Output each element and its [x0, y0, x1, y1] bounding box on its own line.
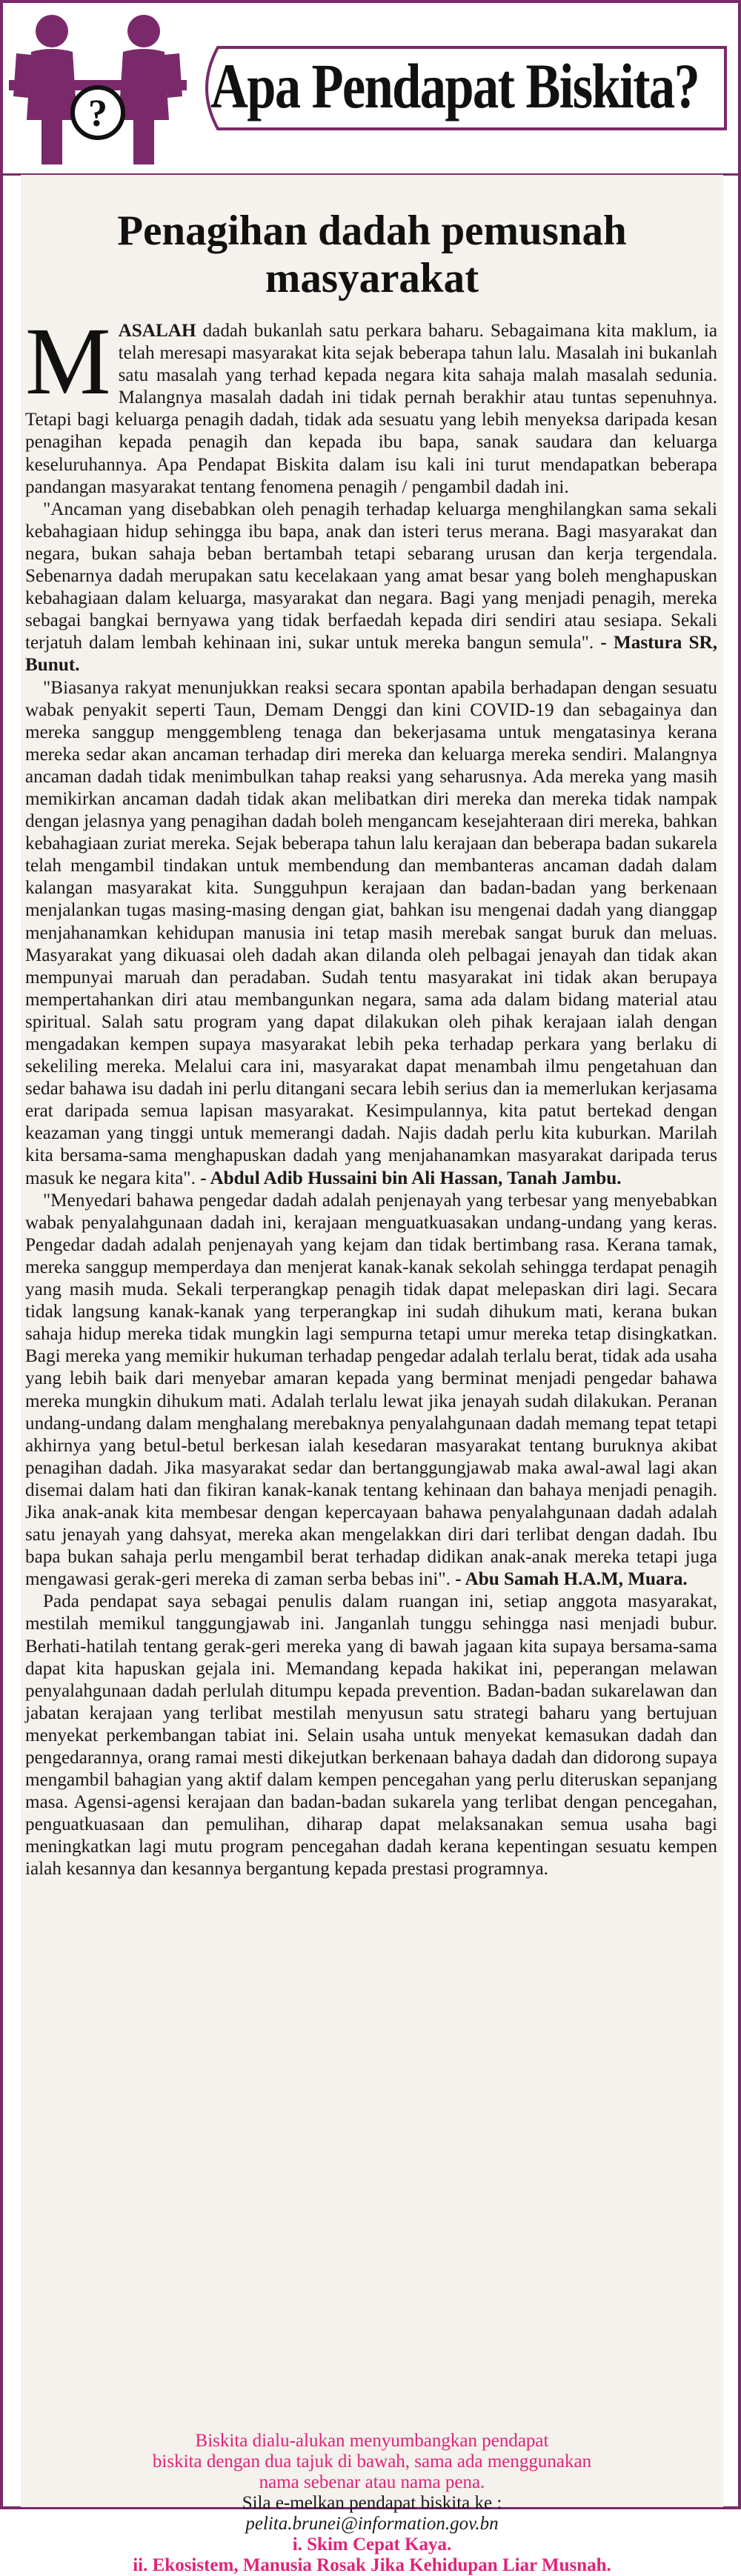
paragraph-1 [25, 308, 717, 499]
paragraph-text: "Ancaman yang disebabkan oleh penagih terhadap keluarga menghilangkan sama sekali kebahagiaan hidup sehingga ibu bapa, anak dan isteri terus merana. Bagi masyarakat dan negara, bukan sahaja beban bertambah tetapi sebarang urusan dan kerja tergendala. Sebenarnya dadah merupakan satu kecelakaan yang amat besar yang boleh menghapuskan kebahagiaan dalam keluarga, masyarakat dan negara. Bagi yang menjadi penagih, mereka sebagai bangkai bernyawa yang tidak berfaedah kepada diri sendiri atau sesiapa. Sekali terjatuh dalam lembah kehinaan ini, sukar untuk mereka bangun semula". [25, 499, 717, 653]
section-title: Apa Pendapat Biskita? [210, 50, 700, 122]
paragraph-3 [25, 677, 717, 1190]
invite-line: nama sebenar atau nama pena. [259, 2472, 485, 2492]
paragraph-2 [25, 499, 717, 677]
invite-line: Biskita dialu-alukan menyumbangkan pendapat [195, 2431, 549, 2451]
people-discussion-icon [9, 9, 187, 168]
footer [21, 2431, 723, 2576]
paragraph-text: dadah bukanlah satu perkara baharu. Sebagaimana kita maklum, ia telah meresapi masyarakat kita sejak beberapa tahun lalu. Masalah ini bukanlah satu masalah yang terhad kepada negara kita sahaja malah masalah sedunia. Malangnya masalah dadah ini tidak pernah berakhir atau tuntas sepenuhnya. Tetapi bagi keluarga penagih dadah, tidak ada sesuatu yang lebih menyeksa daripada kesan penagihan kepada penagih dan kepada ibu bapa, sanak saudara dan keluarga keseluruhannya. Apa Pendapat Biskita dalam isu kali ini turut mendapatkan beberapa pandangan masyarakat tentang fenomena penagih / pengambil dadah ini. [25, 321, 717, 497]
article-title: Penagihan dadah pemusnah masyarakat [117, 207, 627, 302]
topic-2: ii. Ekosistem, Manusia Rosak Jika Kehidupan Liar Musnah. [133, 2555, 611, 2575]
signature: - Mastura SR, Bunut. [25, 633, 717, 676]
signature: - Abdul Adib Hussaini bin Ali Hassan, Tanah Jambu. [200, 1168, 622, 1188]
paragraph-text: Pada pendapat saya sebagai penulis dalam ruangan ini, setiap anggota masyarakat, mestilah memikul tanggungjawab ini. Janganlah tunggu sehingga nasi menjadi bubur. Berhati-hatilah tentang gerak-geri mereka yang di bawah jagaan kita supaya bersama-sama dapat kita hapuskan gejala ini. Memandang kepada hakikat ini, peperangan melawan penyalahgunaan dadah perlulah ditumpu kepada prevention. Badan-badan sukarelawan dan jabatan kerajaan yang terlibat mestilah menyusun satu strategi baharu yang bertujuan menyekat perkembangan tabiat ini. Selain usaha untuk menyekat kemasukan dadah dan pengedarannya, orang ramai mesti dikejutkan berkenaan bahaya dadah dan didorong supaya mengambil bahagian yang aktif dalam kempen pencegahan yang perlu diteruskan sepanjang masa. Agensi-agensi kerajaan dan badan-badan sukarela yang terlibat dengan pencegahan, penguatkuasaan dan pemulihan, diharap dapat melaksanakan semua usaha bagi meningkatkan lagi mutu program pencegahan dadah kerana kepentingan sesuatu kempen ialah kesannya dan kesannya bergantung kepada prestasi programnya. [25, 1591, 717, 1880]
invite-line: biskita dengan dua tajuk di bawah, sama ada menggunakan [152, 2452, 592, 2472]
article-content [25, 308, 717, 1881]
header [3, 3, 738, 176]
email-address[interactable]: pelita.brunei@information.gov.bn [245, 2514, 499, 2534]
article-body [21, 175, 723, 2575]
topic-1: i. Skim Cepat Kaya. [292, 2535, 452, 2555]
email-intro: Sila e-melkan pendapat biskita ke : [242, 2493, 502, 2513]
lead-word: ASALAH [118, 321, 196, 341]
question-mark-icon: ? [88, 93, 107, 135]
paragraph-4 [25, 1190, 717, 1591]
signature: - Abu Samah H.A.M, Muara. [455, 1569, 688, 1590]
dropcap: M [25, 308, 111, 415]
paragraph-text: "Biasanya rakyat menunjukkan reaksi secara spontan apabila berhadapan dengan sesuatu wabak penyakit seperti Taun, Demam Denggi dan kini COVID-19 dan sebagainya dan mereka sanggup menggembleng tenaga dan bekerjasama untuk mengatasinya kerana mereka sedar akan ancaman terhadap diri mereka dan keluarga mereka sendiri. Malangnya ancaman dadah tidak menimbulkan tahap reaksi yang seharusnya. Ada mereka yang masih memikirkan ancaman dadah tidak akan melibatkan diri mereka dan mereka tidak nampak dengan jelasnya yang penagihan dadah boleh mengancam kesejahteraan diri mereka, bahkan kebahagiaan zuriat mereka. Sejak beberapa tahun lalu kerajaan dan beberapa badan sukarela telah mengambil tindakan untuk membendung dan membanteras ancaman dadah dalam kalangan masyarakat kita. Sungguhpun kerajaan dan badan-badan yang berkenaan menjalankan tugas masing-masing dengan giat, bahkan isu mengenai dadah yang dianggap menjahanamkan kehidupan manusia ini tetap masih merebak sangat buruk dan meluas. Masyarakat yang dikuasai oleh dadah akan dilanda oleh pelbagai jenayah dan tidak akan mempunyai maruah dan peradaban. Sudah tentu masyarakat ini tidak akan berupaya mempertahankan diri atau membangunkan negara, sama ada dalam bidang material atau spiritual. Salah satu program yang dapat dilakukan oleh pihak kerajaan ialah dengan mengadakan kempen supaya masyarakat lebih peka terhadap perkara yang berlaku di sekeliling mereka. Melalui cara ini, masyarakat dapat menambah ilmu pengetahuan dan sedar bahawa isu dadah ini perlu ditangani secara lebih serius dan ia memerlukan kerjasama erat daripada semua lapisan masyarakat. Kesimpulannya, kita patut bertekad dengan keazaman yang tinggi untuk memerangi dadah. Najis dadah perlu kita kuburkan. Marilah kita bersama-sama menghapuskan dadah yang menjahanamkan masyarakat daripada terus masuk ke negara kita". [25, 677, 717, 1188]
paragraph-text: "Menyedari bahawa pengedar dadah adalah penjenayah yang terbesar yang menyebabkan wabak penyalahgunaan dadah ini, kerajaan menguatkuasakan undang-undang yang keras. Pengedar dadah adalah penjenayah yang kejam dan tidak bertimbang rasa. Kerana tamak, mereka sanggup memperdaya dan menjerat kanak-kanak sekolah sehingga terdapat penagih yang masih muda. Sekali terperangkap penagih tidak dapat melepaskan diri lagi. Secara tidak langsung kanak-kanak yang terperangkap ini sudah dihukum mati, kerana bukan sahaja hidup mereka tidak mungkin lagi sempurna tetapi umur mereka tetap disingkatkan. Bagi mereka yang memikir hukuman terhadap pengedar adalah terlalu berat, tidak ada usaha yang lebih baik dari menyebar amaran kepada yang berminat menjadi pengedar bahawa mereka mungkin dihukum mati. Adalah terlalu lewat jika jenayah sudah dilakukan. Peranan undang-undang dalam menghalang merebaknya penyalahgunaan dadah memang tepat tetapi akhirnya yang betul-betul berkesan ialah kesedaran masyarakat tentang buruknya akibat penagihan dadah. Jika masyarakat sedar dan bertanggungjawab maka awal-awal lagi akan disemai dalam hati dan fikiran kanak-kanak tentang kehinaan dan bahaya menjadi penagih. Jika anak-anak kita membesar dengan kepercayaan bahawa penyalahgunaan dadah adalah satu jenayah yang dahsyat, mereka akan mengelakkan diri dari terlibat dengan dadah. Ibu bapa bukan sahaja perlu mengambil berat terhadap didikan anak-anak mereka tetapi juga mengawasi gerak-geri mereka di zaman serba bebas ini". [25, 1190, 717, 1590]
paragraph-5 [25, 1591, 717, 1880]
